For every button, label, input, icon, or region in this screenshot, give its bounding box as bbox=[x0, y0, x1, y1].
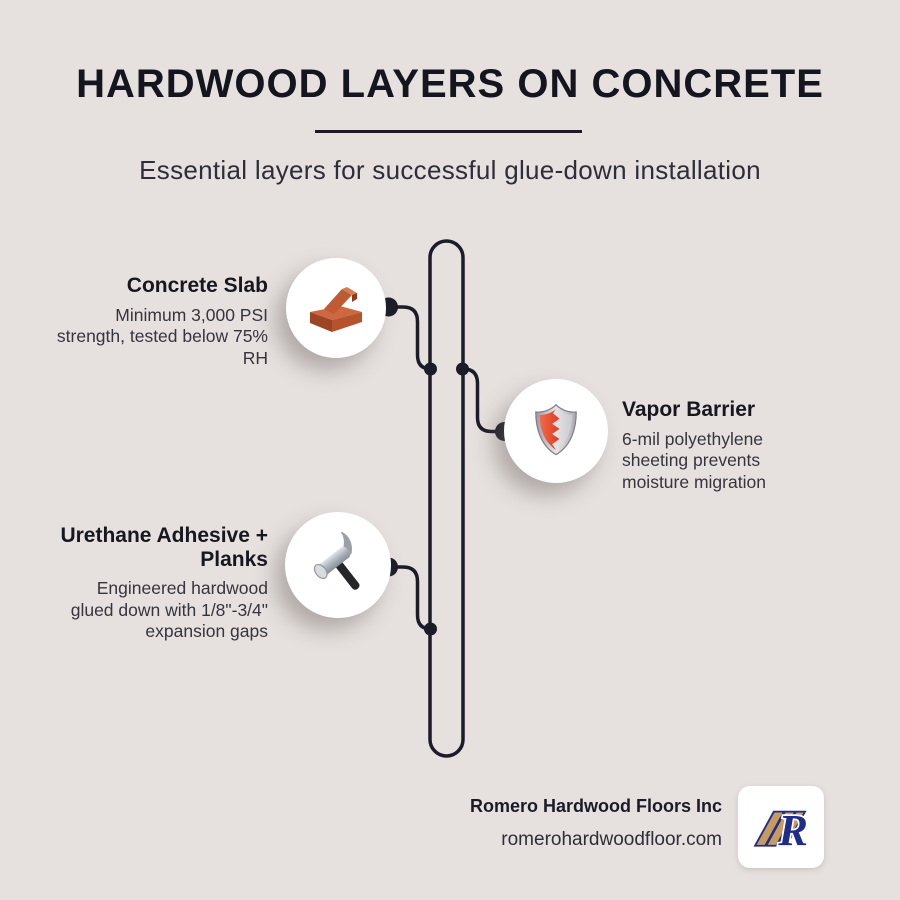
step-adhesive-desc bbox=[8, 578, 268, 643]
page-subtitle: Essential layers for successful glue-down installation bbox=[139, 155, 761, 185]
step-concrete-desc bbox=[8, 305, 268, 370]
desc-line: 6-mil polyethylene bbox=[622, 428, 764, 449]
desc-line: moisture migration bbox=[622, 471, 766, 492]
desc-line: RH bbox=[242, 347, 268, 368]
shield-icon bbox=[529, 401, 583, 461]
timeline-lines bbox=[389, 241, 505, 756]
title-line: Planks bbox=[200, 547, 268, 571]
page-title: HARDWOOD LAYERS ON CONCRETE bbox=[76, 62, 824, 106]
desc-line: expansion gaps bbox=[145, 621, 268, 642]
dot-spine-right bbox=[456, 363, 469, 376]
hammer-icon bbox=[305, 532, 371, 598]
footer-company-name: Romero Hardwood Floors Inc bbox=[469, 796, 722, 816]
company-logo bbox=[738, 786, 824, 868]
step-concrete-text bbox=[8, 274, 268, 370]
footer-website: romerohardwoodfloor.com bbox=[501, 829, 722, 850]
bricks-icon bbox=[304, 276, 368, 340]
timeline-dots bbox=[379, 298, 514, 636]
step-vapor-text bbox=[622, 398, 832, 494]
spine-capsule bbox=[430, 241, 463, 756]
connector-concrete bbox=[389, 307, 432, 369]
desc-line: Minimum 3,000 PSI bbox=[115, 304, 268, 325]
step-concrete-icon-circle bbox=[286, 258, 386, 358]
step-adhesive-icon-circle bbox=[285, 512, 391, 618]
title-divider bbox=[315, 130, 582, 133]
desc-line: sheeting prevents bbox=[622, 450, 761, 471]
dot-spine-left-1 bbox=[424, 363, 437, 376]
footer bbox=[470, 796, 722, 851]
connector-adhesive bbox=[389, 567, 432, 629]
connector-vapor bbox=[462, 369, 504, 432]
desc-line: strength, tested below 75% bbox=[56, 326, 268, 347]
title-line: Urethane Adhesive + bbox=[60, 524, 268, 547]
step-concrete-title: Concrete Slab bbox=[126, 274, 268, 297]
dot-spine-left-2 bbox=[424, 623, 437, 636]
step-adhesive-title bbox=[8, 524, 268, 571]
logo-letter: R bbox=[778, 804, 809, 855]
step-adhesive-text bbox=[8, 524, 268, 643]
step-vapor-icon-circle bbox=[504, 379, 608, 483]
desc-line: Engineered hardwood bbox=[96, 578, 268, 599]
logo-icon bbox=[744, 792, 818, 862]
step-vapor-desc bbox=[622, 429, 832, 494]
desc-line: glued down with 1/8"-3/4" bbox=[70, 599, 268, 620]
step-vapor-title: Vapor Barrier bbox=[622, 398, 756, 421]
